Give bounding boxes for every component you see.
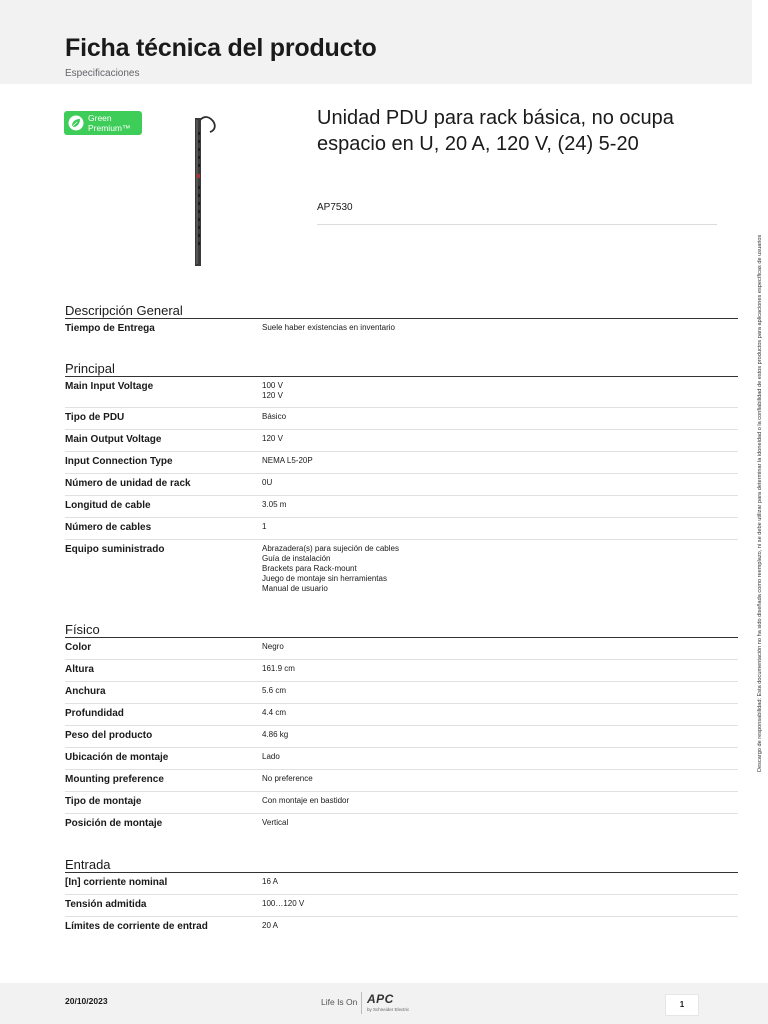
spec-label: Tensión admitida: [65, 899, 147, 910]
spec-row: [65, 474, 738, 496]
spec-row: [65, 496, 738, 518]
spec-label: Main Input Voltage: [65, 381, 154, 392]
spec-label: Longitud de cable: [65, 500, 151, 511]
green-premium-badge: [64, 111, 142, 135]
spec-label: [In] corriente nominal: [65, 877, 168, 888]
spec-row: [65, 704, 738, 726]
spec-row: [65, 319, 738, 341]
section-entrada: [65, 856, 738, 939]
spec-label: Tiempo de Entrega: [65, 323, 155, 334]
page-number: 1: [665, 994, 699, 1016]
spec-value-line: Guía de instalación: [262, 554, 331, 563]
spec-row: [65, 873, 738, 895]
footer-date: 20/10/2023: [65, 996, 108, 1006]
spec-row: [65, 638, 738, 660]
section-principal: [65, 360, 738, 600]
section-title: Descripción General: [65, 302, 738, 319]
spec-value: NEMA L5-20P: [262, 456, 313, 465]
leaf-icon: [68, 115, 84, 131]
spec-value: [262, 544, 399, 594]
spec-value: 16 A: [262, 877, 279, 886]
spec-label: Posición de montaje: [65, 818, 163, 829]
apc-logo: APC: [367, 992, 394, 1006]
spec-value: 20 A: [262, 921, 279, 930]
product-title: Unidad PDU para rack básica, no ocupa espacio en U, 20 A, 120 V, (24) 5-20: [317, 107, 674, 155]
product-image: [186, 112, 222, 268]
spec-label: Tipo de PDU: [65, 412, 125, 423]
spec-row: [65, 814, 738, 836]
spec-value: 4.4 cm: [262, 708, 287, 717]
spec-value-line: 100 V: [262, 381, 283, 390]
spec-label: Número de cables: [65, 522, 152, 533]
spec-value-line: Juego de montaje sin herramientas: [262, 574, 387, 583]
spec-row: [65, 377, 738, 408]
disclaimer-text: Descargo de responsabilidad: Esta documentación no ha sido diseñada como reemplazo, ni se debe utilizar para determinar la idoneidad o la confiabilidad de estos productos para aplicaciones específicas de usuarios: [757, 234, 763, 772]
section-title: Entrada: [65, 856, 738, 873]
spec-label: Profundidad: [65, 708, 124, 719]
logo-divider: [361, 992, 362, 1014]
section-title: Físico: [65, 621, 738, 638]
life-is-on-logo: Life Is On: [321, 997, 358, 1007]
spec-label: Input Connection Type: [65, 456, 173, 467]
badge-line1: Green: [88, 113, 112, 123]
spec-label: Color: [65, 642, 92, 653]
spec-value-line: 120 V: [262, 391, 283, 400]
spec-row: [65, 540, 738, 600]
page-subtitle: Especificaciones: [65, 68, 140, 79]
section-title: Principal: [65, 360, 738, 377]
spec-row: [65, 770, 738, 792]
spec-row: [65, 430, 738, 452]
spec-value: 4.86 kg: [262, 730, 289, 739]
spec-value: 5.6 cm: [262, 686, 287, 695]
spec-value: Con montaje en bastidor: [262, 796, 350, 805]
spec-value-line: Abrazadera(s) para sujeción de cables: [262, 544, 399, 553]
page-footer: [0, 983, 768, 1024]
spec-label: Número de unidad de rack: [65, 478, 191, 489]
page-header: [0, 0, 752, 84]
section-descripcion-general: [65, 302, 738, 341]
spec-value: 1: [262, 522, 267, 531]
spec-row: [65, 682, 738, 704]
spec-value: Básico: [262, 412, 287, 421]
spec-value: [262, 381, 283, 401]
spec-value: Lado: [262, 752, 280, 761]
spec-value: 3.05 m: [262, 500, 287, 509]
section-fisico: [65, 621, 738, 836]
spec-value: Vertical: [262, 818, 289, 827]
spec-value: No preference: [262, 774, 313, 783]
spec-row: [65, 408, 738, 430]
spec-value: Negro: [262, 642, 284, 651]
spec-value: 120 V: [262, 434, 283, 443]
spec-row: [65, 660, 738, 682]
spec-label: Equipo suministrado: [65, 544, 165, 555]
schneider-logo: by Schneider Electric: [367, 1007, 410, 1012]
spec-label: Tipo de montaje: [65, 796, 142, 807]
spec-label: Anchura: [65, 686, 106, 697]
spec-value-line: Brackets para Rack-mount: [262, 564, 357, 573]
page-title: Ficha técnica del producto: [65, 34, 377, 62]
spec-value-line: Manual de usuario: [262, 584, 328, 593]
spec-row: [65, 917, 738, 939]
spec-value: 100…120 V: [262, 899, 305, 908]
spec-row: [65, 895, 738, 917]
spec-row: [65, 748, 738, 770]
spec-row: [65, 518, 738, 540]
spec-label: Main Output Voltage: [65, 434, 162, 445]
spec-value: 161.9 cm: [262, 664, 295, 673]
spec-label: Ubicación de montaje: [65, 752, 169, 763]
spec-row: [65, 452, 738, 474]
product-reference: AP7530: [317, 202, 353, 213]
spec-value: 0U: [262, 478, 273, 487]
badge-line2: Premium™: [88, 123, 131, 133]
spec-value: Suele haber existencias en inventario: [262, 323, 395, 332]
spec-label: Peso del producto: [65, 730, 153, 741]
spec-label: Altura: [65, 664, 94, 675]
spec-row: [65, 726, 738, 748]
spec-label: Límites de corriente de entrad: [65, 921, 208, 932]
product-divider: [317, 224, 717, 225]
spec-row: [65, 792, 738, 814]
spec-label: Mounting preference: [65, 774, 164, 785]
